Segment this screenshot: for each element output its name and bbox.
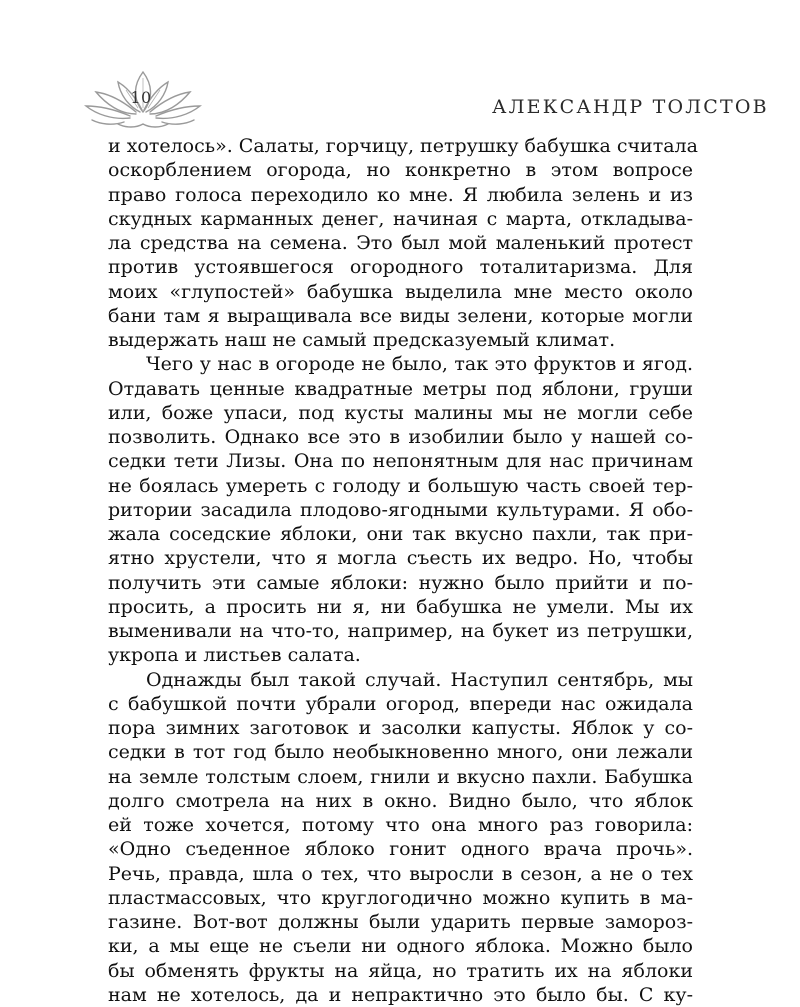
text-line: нам не хотелось, да и непрактично это было бы. С ку- (108, 983, 693, 1006)
text-line: скудных карманных денег, начиная с марта, откладыва- (108, 207, 693, 230)
text-line: право голоса переходило ко мне. Я любила зелень и из (108, 183, 693, 206)
text-line: получить эти самые яблоки: нужно было прийти и по- (108, 571, 693, 594)
text-line: Речь, правда, шла о тех, что выросли в сезон, а не о тех (108, 862, 693, 885)
text-line: с бабушкой почти убрали огород, впереди нас ожидала (108, 692, 693, 715)
text-line: ей тоже хочется, потому что она много раз говорила: (108, 814, 693, 836)
text-line: и хотелось». Салаты, горчицу, петрушку бабушка считала (108, 135, 698, 157)
text-line: ритории засадила плодово-ягодными культурами. Я обо- (108, 498, 693, 521)
paragraph-first-line: Однажды был такой случай. Наступил сентябрь, мы (146, 668, 693, 691)
text-line: жала соседские яблоки, они так вкусно пахли, так при- (108, 523, 693, 545)
running-head-author: АЛЕКСАНДР ТОЛСТОВ (492, 96, 769, 118)
body-text (108, 134, 698, 1007)
text-line: или, боже упаси, под кусты малины мы не могли себе (108, 401, 693, 424)
page-number: 10 (130, 88, 152, 107)
text-line: против устоявшегося огородного тоталитаризма. Для (108, 256, 693, 279)
page-header (0, 0, 800, 135)
text-line: оскорблением огорода, но конкретно в этом вопросе (108, 159, 693, 182)
text-line: бы обменять фрукты на яйца, но тратить их на яблоки (108, 959, 693, 982)
text-line: газине. Вот-вот должны были ударить первые замороз- (108, 911, 693, 933)
text-line: на земле толстым слоем, гнили и вкусно пахли. Бабушка (108, 765, 693, 788)
text-line: выдержать наш не самый предсказуемый климат. (108, 329, 616, 351)
text-line: седки в тот год было необыкновенно много, они лежали (108, 741, 693, 764)
text-line: Отдавать ценные квадратные метры под яблони, груши (108, 377, 693, 400)
text-line: ла средства на семена. Это был мой маленький протест (108, 232, 693, 254)
text-line: ятно хрустели, что я могла съесть их ведро. Но, чтобы (108, 547, 693, 570)
text-line: просить, а просить ни я, ни бабушка не умели. Мы их (108, 595, 693, 618)
text-line: ки, а мы еще не съели ни одного яблока. Можно было (108, 935, 693, 958)
text-line: выменивали на что-то, например, на букет из петрушки, (108, 620, 693, 642)
text-line: седки тети Лизы. Она по непонятным для нас причинам (108, 450, 693, 473)
text-line: моих «глупостей» бабушка выделила мне место около (108, 280, 693, 303)
text-line: «Одно съеденное яблоко гонит одного врача прочь». (108, 838, 693, 861)
text-line: укропа и листьев салата. (108, 644, 361, 667)
paragraph-first-line: Чего у нас в огороде не было, так это фруктов и ягод. (146, 353, 693, 376)
text-line: пластмассовых, что круглогодично можно купить в ма- (108, 886, 693, 909)
text-line: позволить. Однако все это в изобилии было у нашей со- (108, 426, 693, 448)
text-line: бани там я выращивала все виды зелени, которые могли (108, 304, 693, 327)
text-line: не боялась умереть с голоду и большую часть своей тер- (108, 474, 693, 497)
text-line: долго смотрела на них в окно. Видно было, что яблок (108, 789, 693, 812)
text-line: пора зимних заготовок и засолки капусты. Яблок у со- (108, 717, 693, 739)
